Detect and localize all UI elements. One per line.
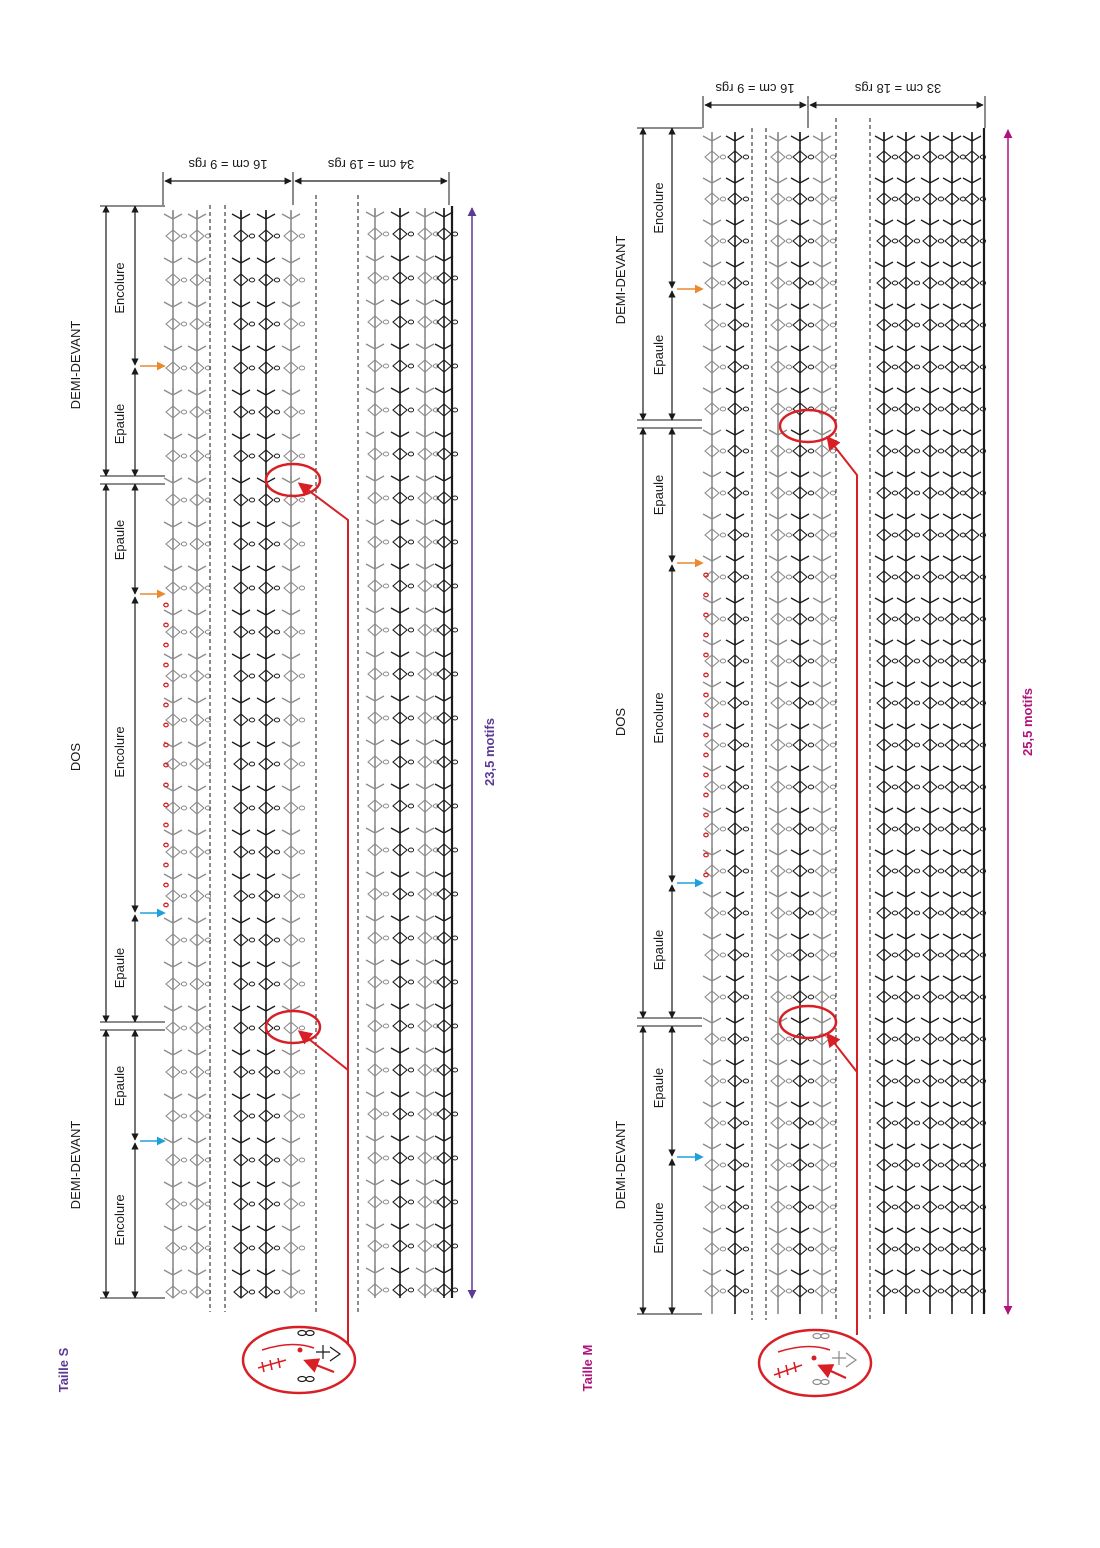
zone-label: Encolure: [651, 182, 666, 234]
zone-label: Epaule: [112, 403, 127, 445]
zone-label: Epaule: [651, 474, 666, 516]
dimension-ticks: [163, 172, 449, 205]
dimension-upper-label: 16 cm = 9 rgs: [188, 157, 268, 172]
zone-label: Epaule: [112, 947, 127, 989]
stitch-band: [416, 208, 439, 1298]
zone-label: Epaule: [651, 1067, 666, 1109]
zone-label: Epaule: [112, 1065, 127, 1107]
stitch-band: [257, 210, 280, 1298]
dimension-lower-label: 33 cm = 18 rgs: [854, 81, 942, 96]
detail-bubble: [243, 1327, 355, 1393]
highlight-circle: [780, 1006, 836, 1038]
zone-label: Encolure: [112, 1194, 127, 1246]
stitch-band: [366, 208, 389, 1298]
dimension-upper-label: 16 cm = 9 rgs: [715, 81, 795, 96]
stitch-band: [164, 210, 187, 1298]
size-label: Taille M: [580, 1344, 595, 1392]
motifs-label: 25,5 motifs: [1020, 688, 1035, 756]
highlight-circle: [266, 464, 320, 496]
chart-taille-s: [56, 157, 497, 1393]
stitch-band: [703, 132, 726, 1314]
zone-label: Epaule: [112, 519, 127, 561]
stitch-band: [391, 208, 414, 1298]
stitch-band: [282, 210, 305, 1298]
callout-line: [828, 1035, 857, 1335]
stitch-band: [188, 210, 211, 1298]
chart-taille-m: [580, 81, 1035, 1396]
motifs-label: 23,5 motifs: [482, 718, 497, 786]
stitch-band: [943, 132, 966, 1314]
bracket-ticks: [100, 206, 165, 1298]
section-label-dos: DOS: [68, 742, 83, 772]
stitch-bands-m: [703, 128, 986, 1314]
bracket-ticks: [637, 128, 702, 1314]
zone-label: Encolure: [651, 692, 666, 744]
zone-label: Epaule: [651, 929, 666, 971]
stitch-band: [769, 132, 792, 1314]
stitch-band: [726, 132, 749, 1314]
stitch-band: [921, 132, 944, 1314]
stitch-bands-s: [164, 206, 458, 1298]
red-chain-dots: [164, 603, 168, 907]
stitch-band: [791, 132, 814, 1314]
section-label-demi-devant: DEMI-DEVANT: [68, 1120, 83, 1210]
zone-label: Encolure: [651, 1202, 666, 1254]
stitch-band: [813, 132, 836, 1314]
detail-bubble: [759, 1330, 871, 1396]
zone-label: Encolure: [112, 262, 127, 314]
callout-line: [300, 484, 348, 1070]
stitch-band: [897, 132, 920, 1314]
zone-label: Epaule: [651, 334, 666, 376]
zone-label: Encolure: [112, 726, 127, 778]
section-label-demi-devant: DEMI-DEVANT: [68, 320, 83, 410]
dimension-lower-label: 34 cm = 19 rgs: [327, 157, 415, 172]
dimension-ticks: [703, 96, 985, 128]
stitch-band: [963, 132, 986, 1314]
section-label-demi-devant: DEMI-DEVANT: [613, 235, 628, 325]
callout-line: [300, 1032, 348, 1350]
size-label: Taille S: [56, 1347, 71, 1393]
stitch-band: [435, 208, 458, 1298]
stitch-band: [232, 210, 255, 1298]
section-label-dos: DOS: [613, 707, 628, 737]
section-label-demi-devant: DEMI-DEVANT: [613, 1120, 628, 1210]
highlight-circle: [780, 410, 836, 442]
stitch-band: [875, 132, 898, 1314]
